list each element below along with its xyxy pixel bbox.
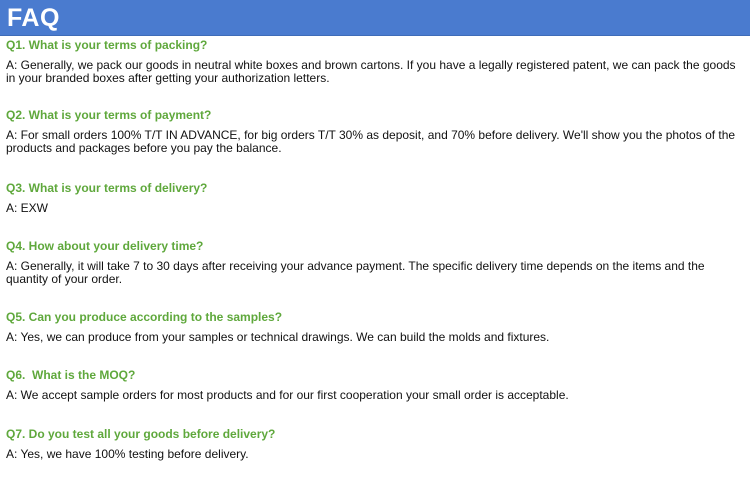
faq-answer: A: For small orders 100% T/T IN ADVANCE, for big orders T/T 30% as deposit, and 70% before delivery. We'll show you the photos of the products and packages before you pay the balance.	[6, 128, 736, 155]
faq-question: Q1. What is your terms of packing?	[6, 38, 208, 52]
faq-answer: A: EXW	[6, 201, 49, 215]
faq-item-q3	[6, 181, 744, 215]
faq-question: Q3. What is your terms of delivery?	[6, 181, 208, 195]
page-title: FAQ	[7, 4, 60, 32]
faq-header-bar	[0, 0, 750, 36]
faq-question: Q6. What is the MOQ?	[6, 368, 136, 382]
faq-question: Q5. Can you produce according to the samples?	[6, 310, 283, 324]
faq-answer: A: Yes, we can produce from your samples or technical drawings. We can build the molds and fixtures.	[6, 330, 550, 344]
faq-question: Q2. What is your terms of payment?	[6, 108, 212, 122]
faq-answer: A: Generally, it will take 7 to 30 days after receiving your advance payment. The specific delivery time depends on the items and the quantity of your order.	[6, 259, 705, 286]
faq-answer: A: Yes, we have 100% testing before delivery.	[6, 447, 249, 461]
faq-question: Q7. Do you test all your goods before delivery?	[6, 427, 276, 441]
faq-answer: A: Generally, we pack our goods in neutral white boxes and brown cartons. If you have a legally registered patent, we can pack the goods in your branded boxes after getting your authorization letters.	[6, 58, 736, 85]
faq-item-q5	[6, 310, 744, 344]
faq-item-q1	[6, 38, 744, 84]
faq-question: Q4. How about your delivery time?	[6, 239, 204, 253]
faq-item-q2	[6, 108, 744, 154]
faq-item-q7	[6, 427, 744, 461]
faq-answer: A: We accept sample orders for most products and for our first cooperation your small order is acceptable.	[6, 388, 569, 402]
faq-item-q6	[6, 368, 744, 402]
faq-item-q4	[6, 239, 744, 285]
